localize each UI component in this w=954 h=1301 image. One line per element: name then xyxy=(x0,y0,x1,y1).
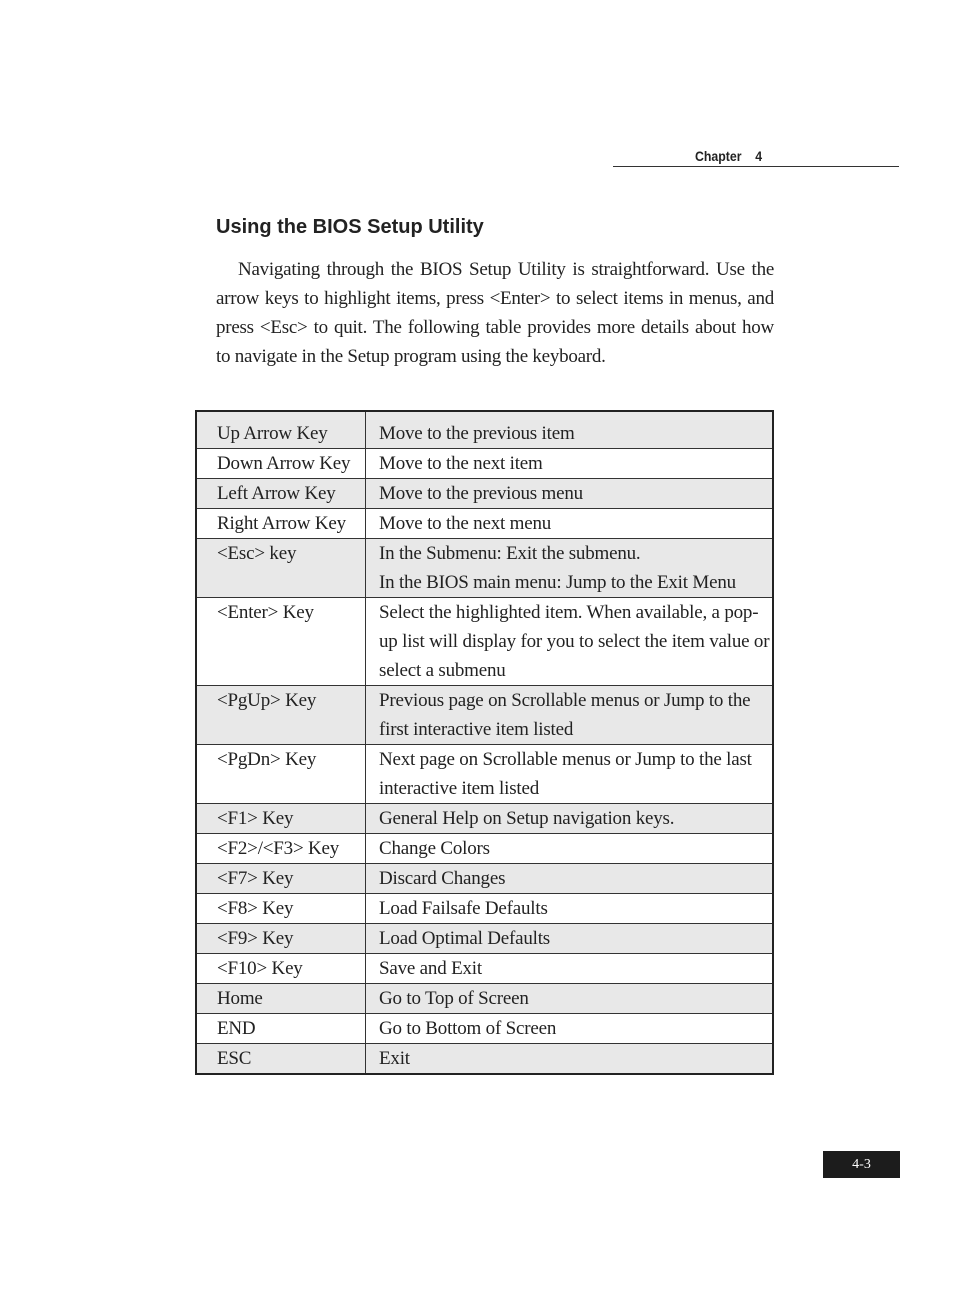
table-row xyxy=(196,924,773,954)
table-row xyxy=(196,539,773,598)
page-number: 4-3 xyxy=(823,1151,900,1178)
chapter-label: Chapter 4 xyxy=(695,148,763,164)
section-title: Using the BIOS Setup Utility xyxy=(216,216,484,238)
description-cell: Go to Bottom of Screen xyxy=(366,1014,774,1044)
key-cell: <PgUp> Key xyxy=(196,686,366,745)
description-cell: Move to the previous menu xyxy=(366,479,774,509)
table-row xyxy=(196,954,773,984)
key-cell: <F10> Key xyxy=(196,954,366,984)
key-cell: <PgDn> Key xyxy=(196,745,366,804)
key-cell: <F7> Key xyxy=(196,864,366,894)
description-cell: Next page on Scrollable menus or Jump to the last interactive item listed xyxy=(366,745,774,804)
table-row xyxy=(196,864,773,894)
table-row xyxy=(196,686,773,745)
description-cell: Previous page on Scrollable menus or Jump to the first interactive item listed xyxy=(366,686,774,745)
description-cell: Change Colors xyxy=(366,834,774,864)
table-row xyxy=(196,509,773,539)
keyboard-navigation-table xyxy=(195,410,774,1075)
table-row xyxy=(196,411,773,449)
table-row xyxy=(196,804,773,834)
key-cell: Home xyxy=(196,984,366,1014)
description-cell: Go to Top of Screen xyxy=(366,984,774,1014)
description-cell: Move to the next item xyxy=(366,449,774,479)
intro-paragraph: Navigating through the BIOS Setup Utility is straightforward. Use the arrow keys to highlight items, press <Enter> to select items in menus, and press <Esc> to quit. The following table provides more details about how to navigate in the Setup program using the keyboard. xyxy=(216,259,774,367)
key-cell: Right Arrow Key xyxy=(196,509,366,539)
description-cell: Select the highlighted item. When available, a pop-up list will display for you to select the item value or select a submenu xyxy=(366,598,774,686)
table-row xyxy=(196,894,773,924)
description-cell: Move to the previous item xyxy=(366,411,774,449)
table-row xyxy=(196,834,773,864)
key-cell: Down Arrow Key xyxy=(196,449,366,479)
table-row xyxy=(196,745,773,804)
description-cell: Discard Changes xyxy=(366,864,774,894)
description-cell: General Help on Setup navigation keys. xyxy=(366,804,774,834)
description-cell: Load Failsafe Defaults xyxy=(366,894,774,924)
table-row xyxy=(196,479,773,509)
chapter-header xyxy=(613,148,899,167)
key-cell: <Esc> key xyxy=(196,539,366,598)
key-cell: <F2>/<F3> Key xyxy=(196,834,366,864)
description-cell: Save and Exit xyxy=(366,954,774,984)
description-cell: In the Submenu: Exit the submenu. In the BIOS main menu: Jump to the Exit Menu xyxy=(366,539,774,598)
description-cell: Move to the next menu xyxy=(366,509,774,539)
key-cell: <F9> Key xyxy=(196,924,366,954)
key-cell: ESC xyxy=(196,1044,366,1075)
table-row xyxy=(196,449,773,479)
description-cell: Load Optimal Defaults xyxy=(366,924,774,954)
key-cell: <F1> Key xyxy=(196,804,366,834)
key-cell: Left Arrow Key xyxy=(196,479,366,509)
key-cell: Up Arrow Key xyxy=(196,411,366,449)
key-cell: <Enter> Key xyxy=(196,598,366,686)
table-row xyxy=(196,1044,773,1075)
table-row xyxy=(196,1014,773,1044)
table-row xyxy=(196,984,773,1014)
key-cell: <F8> Key xyxy=(196,894,366,924)
table-row xyxy=(196,598,773,686)
key-cell: END xyxy=(196,1014,366,1044)
description-cell: Exit xyxy=(366,1044,774,1075)
